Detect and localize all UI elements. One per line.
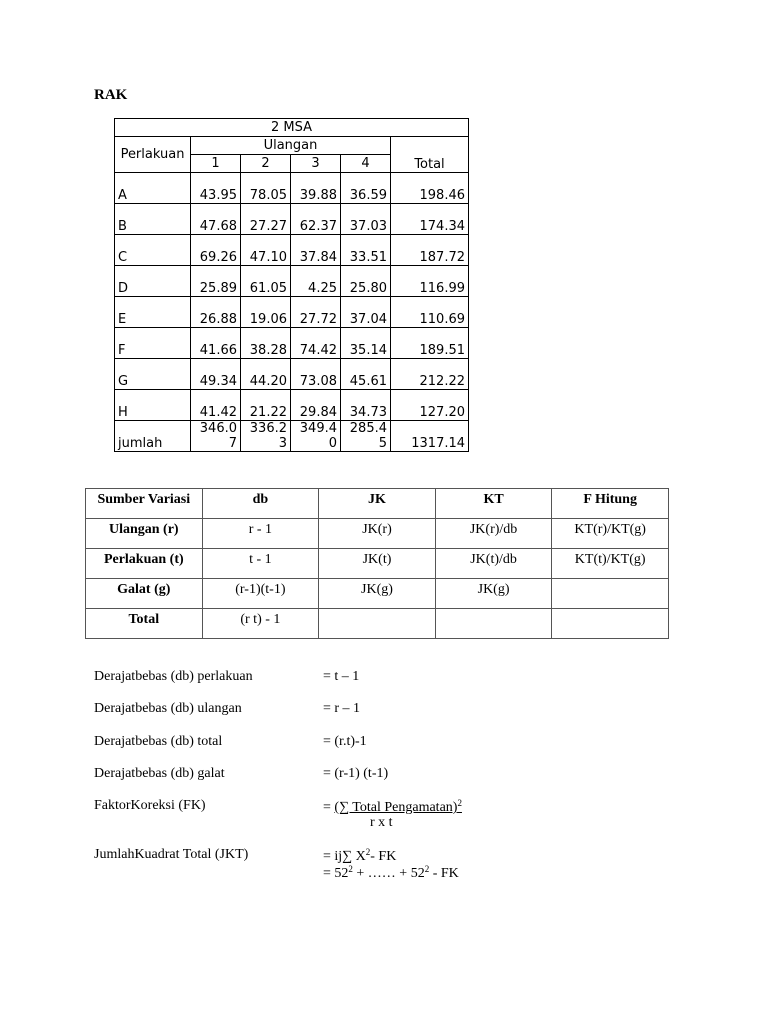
row-label: H <box>115 390 191 421</box>
db-ulangan-label: Derajatbebas (db) ulangan <box>94 701 242 716</box>
table-cell: 349.40 <box>291 421 341 452</box>
db-galat-label: Derajatbebas (db) galat <box>94 766 225 781</box>
table-cell: 74.42 <box>291 328 341 359</box>
table-cell: 38.28 <box>241 328 291 359</box>
row-total: 187.72 <box>391 235 469 266</box>
header-sumber-variasi: Sumber Variasi <box>86 489 203 519</box>
table-cell: 21.22 <box>241 390 291 421</box>
table-cell: 41.42 <box>191 390 241 421</box>
jkt-label: JumlahKuadrat Total (JKT) <box>94 847 249 862</box>
table-row <box>86 579 669 609</box>
table-cell: 43.95 <box>191 173 241 204</box>
table-cell: 27.27 <box>241 204 291 235</box>
table-cell: 4.25 <box>291 266 341 297</box>
table-cell: 62.37 <box>291 204 341 235</box>
row-total: 189.51 <box>391 328 469 359</box>
table-cell: 47.68 <box>191 204 241 235</box>
table-cell: KT(r)/KT(g) <box>552 519 669 549</box>
ulangan-number: 4 <box>341 155 391 173</box>
table-cell <box>552 579 669 609</box>
anova-table <box>85 488 669 639</box>
ulangan-number: 1 <box>191 155 241 173</box>
source-label: Galat (g) <box>86 579 203 609</box>
header-perlakuan: Perlakuan <box>115 137 191 173</box>
ulangan-number: 2 <box>241 155 291 173</box>
table-cell: JK(t) <box>319 549 436 579</box>
group-title: 2 MSA <box>115 119 469 137</box>
table-cell: 37.03 <box>341 204 391 235</box>
db-galat-value: = (r-1) (t-1) <box>323 766 389 781</box>
table-cell: t - 1 <box>202 549 319 579</box>
table-cell: 35.14 <box>341 328 391 359</box>
table-cell: 41.66 <box>191 328 241 359</box>
fk-numerator-line <box>323 798 462 816</box>
row-label: C <box>115 235 191 266</box>
table-cell <box>319 609 436 639</box>
row-label: F <box>115 328 191 359</box>
source-label: Perlakuan (t) <box>86 549 203 579</box>
table-cell: r - 1 <box>202 519 319 549</box>
table-cell: 78.05 <box>241 173 291 204</box>
table-row <box>115 266 469 297</box>
table-cell <box>552 609 669 639</box>
row-label: G <box>115 359 191 390</box>
table-cell: 69.26 <box>191 235 241 266</box>
table-row <box>86 519 669 549</box>
table-cell: JK(g) <box>435 579 552 609</box>
row-label: E <box>115 297 191 328</box>
table-cell: 37.04 <box>341 297 391 328</box>
table-cell: JK(g) <box>319 579 436 609</box>
header-f-hitung: F Hitung <box>552 489 669 519</box>
table-cell: JK(r)/db <box>435 519 552 549</box>
header-kt: KT <box>435 489 552 519</box>
table-cell: 33.51 <box>341 235 391 266</box>
table-cell: (r t) - 1 <box>202 609 319 639</box>
table-cell: JK(r) <box>319 519 436 549</box>
table-row <box>86 549 669 579</box>
row-total: 116.99 <box>391 266 469 297</box>
row-total: 198.46 <box>391 173 469 204</box>
table-row <box>115 359 469 390</box>
table-row <box>115 297 469 328</box>
table-cell: JK(t)/db <box>435 549 552 579</box>
table-row <box>115 235 469 266</box>
table-cell: 25.80 <box>341 266 391 297</box>
table-cell: 346.07 <box>191 421 241 452</box>
table-row <box>115 421 469 452</box>
db-total-label: Derajatbebas (db) total <box>94 734 223 749</box>
page-heading: RAK <box>94 87 128 103</box>
db-ulangan-value: = r – 1 <box>323 701 361 716</box>
source-label: Ulangan (r) <box>86 519 203 549</box>
table-cell: 27.72 <box>291 297 341 328</box>
row-total: 127.20 <box>391 390 469 421</box>
table-cell: 37.84 <box>291 235 341 266</box>
jkt-line-2: = $52^2$ + …… + $52^2$ - FK <box>323 864 459 881</box>
ulangan-number: 3 <box>291 155 341 173</box>
table-cell: 36.59 <box>341 173 391 204</box>
table-cell: 336.23 <box>241 421 291 452</box>
table-cell: (r-1)(t-1) <box>202 579 319 609</box>
db-total-value: = (r.t)-1 <box>323 734 367 749</box>
table-row <box>115 173 469 204</box>
table-cell: 49.34 <box>191 359 241 390</box>
db-perlakuan-label: Derajatbebas (db) perlakuan <box>94 669 253 684</box>
row-label: B <box>115 204 191 235</box>
fk-denominator: r x t <box>370 815 393 830</box>
table-cell: 45.61 <box>341 359 391 390</box>
table-row <box>115 390 469 421</box>
table-cell: 61.05 <box>241 266 291 297</box>
table-cell: 25.89 <box>191 266 241 297</box>
header-db: db <box>202 489 319 519</box>
table-row <box>115 328 469 359</box>
jkt-line-1: = ij∑ $X^2-$ FK <box>323 847 397 864</box>
fk-numerator: (∑ Total Pengamatan)$^2$ <box>334 798 462 815</box>
table-row <box>86 609 669 639</box>
row-total: 110.69 <box>391 297 469 328</box>
header-ulangan: Ulangan <box>191 137 391 155</box>
db-perlakuan-value: = t – 1 <box>323 669 360 684</box>
table-cell: 26.88 <box>191 297 241 328</box>
header-total: Total <box>391 137 469 173</box>
data-table-2msa <box>114 118 469 452</box>
fk-equals: = <box>323 800 335 815</box>
table-cell: 19.06 <box>241 297 291 328</box>
header-jk: JK <box>319 489 436 519</box>
row-total: 174.34 <box>391 204 469 235</box>
table-cell <box>435 609 552 639</box>
table-cell: 73.08 <box>291 359 341 390</box>
table-cell: 44.20 <box>241 359 291 390</box>
table-cell: 47.10 <box>241 235 291 266</box>
table-cell: 39.88 <box>291 173 341 204</box>
table-cell: KT(t)/KT(g) <box>552 549 669 579</box>
row-label: A <box>115 173 191 204</box>
row-label: jumlah <box>115 421 191 452</box>
row-label: D <box>115 266 191 297</box>
row-total: 1317.14 <box>391 421 469 452</box>
fk-label: FaktorKoreksi (FK) <box>94 798 206 813</box>
table-cell: 285.45 <box>341 421 391 452</box>
table-cell: 29.84 <box>291 390 341 421</box>
row-total: 212.22 <box>391 359 469 390</box>
table-row <box>115 204 469 235</box>
source-label: Total <box>86 609 203 639</box>
table-cell: 34.73 <box>341 390 391 421</box>
